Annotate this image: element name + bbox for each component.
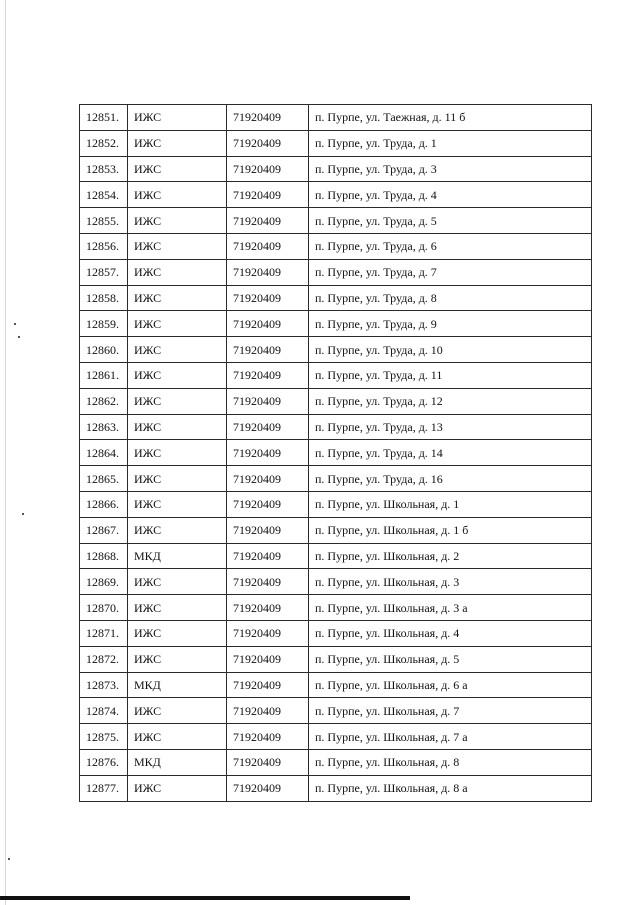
row-number-cell: 12876. xyxy=(80,749,128,775)
oktmo-code-cell: 71920409 xyxy=(227,311,309,337)
building-type-cell: ИЖС xyxy=(128,775,227,801)
building-type-cell: ИЖС xyxy=(128,362,227,388)
address-cell: п. Пурпе, ул. Школьная, д. 8 xyxy=(309,749,592,775)
oktmo-code-cell: 71920409 xyxy=(227,517,309,543)
table-row xyxy=(80,595,592,621)
row-number-cell: 12871. xyxy=(80,620,128,646)
address-cell: п. Пурпе, ул. Труда, д. 10 xyxy=(309,337,592,363)
table-row xyxy=(80,440,592,466)
oktmo-code-cell: 71920409 xyxy=(227,440,309,466)
address-cell: п. Пурпе, ул. Труда, д. 1 xyxy=(309,130,592,156)
table-row xyxy=(80,388,592,414)
address-cell: п. Пурпе, ул. Школьная, д. 1 xyxy=(309,491,592,517)
oktmo-code-cell: 71920409 xyxy=(227,543,309,569)
address-cell: п. Пурпе, ул. Труда, д. 4 xyxy=(309,182,592,208)
address-cell: п. Пурпе, ул. Школьная, д. 7 xyxy=(309,698,592,724)
building-type-cell: ИЖС xyxy=(128,620,227,646)
row-number-cell: 12854. xyxy=(80,182,128,208)
oktmo-code-cell: 71920409 xyxy=(227,698,309,724)
address-registry-table xyxy=(79,104,592,802)
row-number-cell: 12863. xyxy=(80,414,128,440)
oktmo-code-cell: 71920409 xyxy=(227,208,309,234)
row-number-cell: 12857. xyxy=(80,259,128,285)
building-type-cell: ИЖС xyxy=(128,414,227,440)
table-row xyxy=(80,156,592,182)
row-number-cell: 12877. xyxy=(80,775,128,801)
oktmo-code-cell: 71920409 xyxy=(227,337,309,363)
address-cell: п. Пурпе, ул. Школьная, д. 2 xyxy=(309,543,592,569)
table-row xyxy=(80,414,592,440)
scan-bottom-bar xyxy=(0,896,410,900)
row-number-cell: 12858. xyxy=(80,285,128,311)
building-type-cell: ИЖС xyxy=(128,285,227,311)
building-type-cell: ИЖС xyxy=(128,311,227,337)
row-number-cell: 12862. xyxy=(80,388,128,414)
table-row xyxy=(80,620,592,646)
row-number-cell: 12872. xyxy=(80,646,128,672)
building-type-cell: ИЖС xyxy=(128,569,227,595)
building-type-cell: ИЖС xyxy=(128,259,227,285)
address-cell: п. Пурпе, ул. Труда, д. 7 xyxy=(309,259,592,285)
table-row xyxy=(80,311,592,337)
oktmo-code-cell: 71920409 xyxy=(227,414,309,440)
building-type-cell: ИЖС xyxy=(128,105,227,131)
oktmo-code-cell: 71920409 xyxy=(227,620,309,646)
building-type-cell: ИЖС xyxy=(128,337,227,363)
address-cell: п. Пурпе, ул. Школьная, д. 6 а xyxy=(309,672,592,698)
oktmo-code-cell: 71920409 xyxy=(227,388,309,414)
row-number-cell: 12875. xyxy=(80,724,128,750)
table-row xyxy=(80,337,592,363)
table-row xyxy=(80,724,592,750)
oktmo-code-cell: 71920409 xyxy=(227,362,309,388)
row-number-cell: 12865. xyxy=(80,466,128,492)
building-type-cell: ИЖС xyxy=(128,698,227,724)
address-cell: п. Пурпе, ул. Труда, д. 16 xyxy=(309,466,592,492)
row-number-cell: 12869. xyxy=(80,569,128,595)
address-cell: п. Пурпе, ул. Школьная, д. 7 а xyxy=(309,724,592,750)
building-type-cell: ИЖС xyxy=(128,440,227,466)
row-number-cell: 12873. xyxy=(80,672,128,698)
oktmo-code-cell: 71920409 xyxy=(227,182,309,208)
table-row xyxy=(80,233,592,259)
table-row xyxy=(80,543,592,569)
address-cell: п. Пурпе, ул. Школьная, д. 8 а xyxy=(309,775,592,801)
building-type-cell: ИЖС xyxy=(128,491,227,517)
address-cell: п. Пурпе, ул. Труда, д. 5 xyxy=(309,208,592,234)
building-type-cell: ИЖС xyxy=(128,156,227,182)
address-cell: п. Пурпе, ул. Таежная, д. 11 б xyxy=(309,105,592,131)
oktmo-code-cell: 71920409 xyxy=(227,259,309,285)
oktmo-code-cell: 71920409 xyxy=(227,595,309,621)
building-type-cell: ИЖС xyxy=(128,233,227,259)
table-row xyxy=(80,491,592,517)
table-row xyxy=(80,105,592,131)
building-type-cell: ИЖС xyxy=(128,517,227,543)
building-type-cell: ИЖС xyxy=(128,182,227,208)
row-number-cell: 12852. xyxy=(80,130,128,156)
address-registry-body xyxy=(80,105,592,802)
address-cell: п. Пурпе, ул. Труда, д. 11 xyxy=(309,362,592,388)
address-cell: п. Пурпе, ул. Школьная, д. 5 xyxy=(309,646,592,672)
building-type-cell: ИЖС xyxy=(128,208,227,234)
address-cell: п. Пурпе, ул. Труда, д. 8 xyxy=(309,285,592,311)
oktmo-code-cell: 71920409 xyxy=(227,491,309,517)
address-cell: п. Пурпе, ул. Труда, д. 3 xyxy=(309,156,592,182)
oktmo-code-cell: 71920409 xyxy=(227,130,309,156)
address-cell: п. Пурпе, ул. Труда, д. 14 xyxy=(309,440,592,466)
oktmo-code-cell: 71920409 xyxy=(227,105,309,131)
table-row xyxy=(80,646,592,672)
address-cell: п. Пурпе, ул. Школьная, д. 3 а xyxy=(309,595,592,621)
row-number-cell: 12868. xyxy=(80,543,128,569)
oktmo-code-cell: 71920409 xyxy=(227,569,309,595)
row-number-cell: 12856. xyxy=(80,233,128,259)
table-row xyxy=(80,130,592,156)
building-type-cell: МКД xyxy=(128,749,227,775)
table-row xyxy=(80,698,592,724)
row-number-cell: 12851. xyxy=(80,105,128,131)
table-row xyxy=(80,259,592,285)
address-cell: п. Пурпе, ул. Школьная, д. 3 xyxy=(309,569,592,595)
row-number-cell: 12859. xyxy=(80,311,128,337)
building-type-cell: ИЖС xyxy=(128,724,227,750)
table-row xyxy=(80,466,592,492)
oktmo-code-cell: 71920409 xyxy=(227,156,309,182)
row-number-cell: 12874. xyxy=(80,698,128,724)
table-row xyxy=(80,672,592,698)
building-type-cell: МКД xyxy=(128,543,227,569)
row-number-cell: 12864. xyxy=(80,440,128,466)
row-number-cell: 12867. xyxy=(80,517,128,543)
address-cell: п. Пурпе, ул. Школьная, д. 1 б xyxy=(309,517,592,543)
row-number-cell: 12855. xyxy=(80,208,128,234)
oktmo-code-cell: 71920409 xyxy=(227,724,309,750)
row-number-cell: 12853. xyxy=(80,156,128,182)
oktmo-code-cell: 71920409 xyxy=(227,646,309,672)
address-cell: п. Пурпе, ул. Труда, д. 6 xyxy=(309,233,592,259)
oktmo-code-cell: 71920409 xyxy=(227,233,309,259)
building-type-cell: ИЖС xyxy=(128,595,227,621)
table-row xyxy=(80,517,592,543)
scan-left-edge xyxy=(5,0,6,905)
row-number-cell: 12866. xyxy=(80,491,128,517)
oktmo-code-cell: 71920409 xyxy=(227,775,309,801)
oktmo-code-cell: 71920409 xyxy=(227,285,309,311)
address-cell: п. Пурпе, ул. Школьная, д. 4 xyxy=(309,620,592,646)
table-row xyxy=(80,569,592,595)
building-type-cell: ИЖС xyxy=(128,646,227,672)
address-cell: п. Пурпе, ул. Труда, д. 12 xyxy=(309,388,592,414)
building-type-cell: ИЖС xyxy=(128,466,227,492)
oktmo-code-cell: 71920409 xyxy=(227,466,309,492)
building-type-cell: ИЖС xyxy=(128,130,227,156)
address-cell: п. Пурпе, ул. Труда, д. 13 xyxy=(309,414,592,440)
scan-speck xyxy=(22,513,24,515)
scan-speck xyxy=(18,336,20,338)
oktmo-code-cell: 71920409 xyxy=(227,672,309,698)
address-cell: п. Пурпе, ул. Труда, д. 9 xyxy=(309,311,592,337)
scan-speck xyxy=(14,323,16,325)
table-row xyxy=(80,749,592,775)
building-type-cell: МКД xyxy=(128,672,227,698)
table-row xyxy=(80,285,592,311)
building-type-cell: ИЖС xyxy=(128,388,227,414)
table-row xyxy=(80,208,592,234)
scan-speck xyxy=(8,858,10,860)
row-number-cell: 12860. xyxy=(80,337,128,363)
table-row xyxy=(80,182,592,208)
oktmo-code-cell: 71920409 xyxy=(227,749,309,775)
row-number-cell: 12870. xyxy=(80,595,128,621)
row-number-cell: 12861. xyxy=(80,362,128,388)
table-row xyxy=(80,775,592,801)
table-row xyxy=(80,362,592,388)
